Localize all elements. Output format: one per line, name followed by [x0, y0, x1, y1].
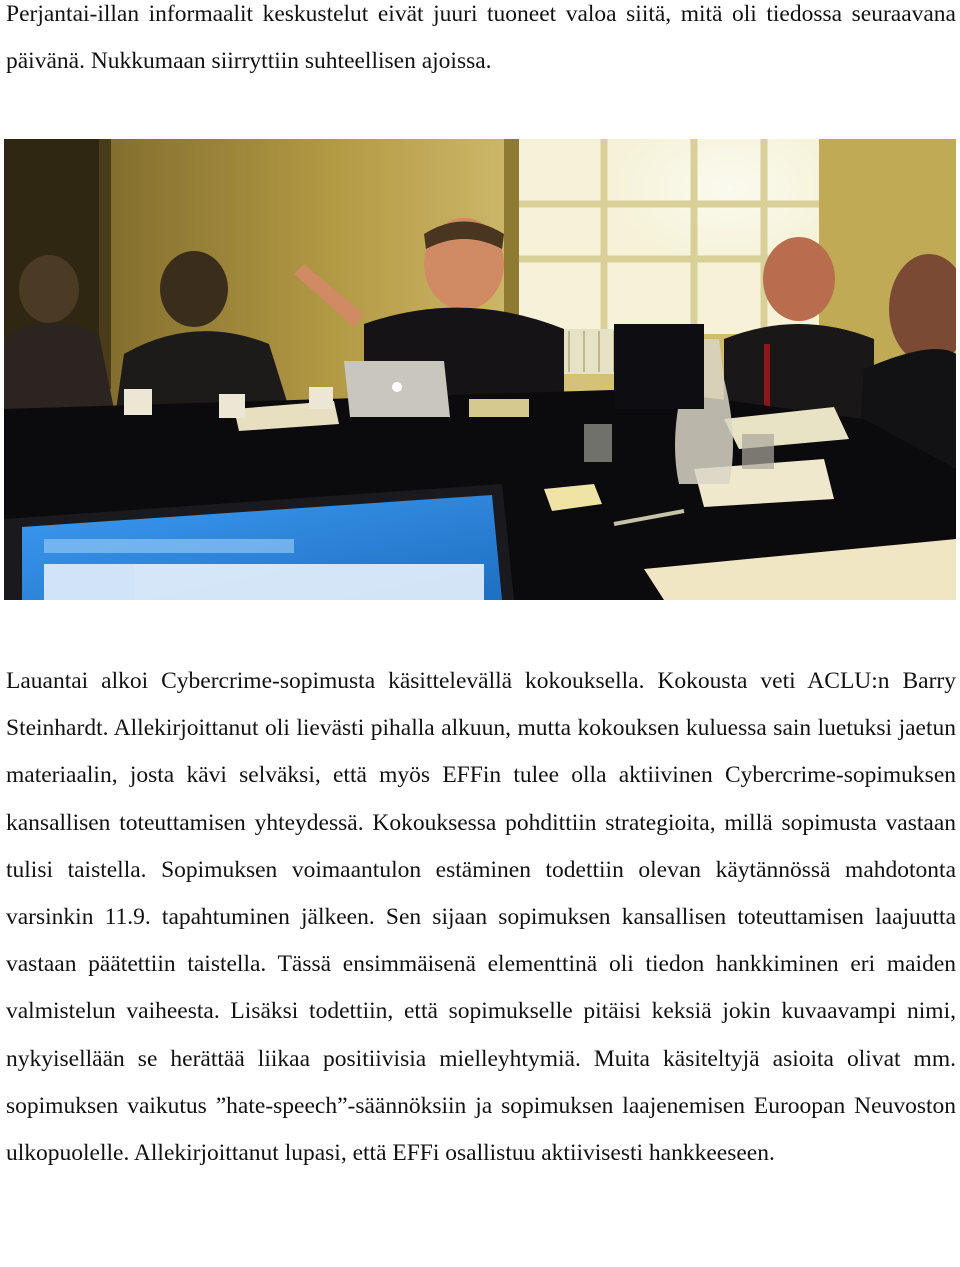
paragraph-intro: Perjantai-illan informaalit keskustelut eivät juuri tuoneet valoa siitä, mitä oli tiedossa seuraavana päivänä. Nukkumaan siirryttiin suhteellisen ajoissa. [6, 1, 956, 75]
paragraph-main: Lauantai alkoi Cybercrime-sopimusta käsittelevällä kokouksella. Kokousta veti ACLU:n Barry Steinhardt. Allekirjoittanut oli lievästi pihalla alkuun, mutta kokouksen kuluessa sain luetuksi jaetun materiaalin, josta kävi selväksi, että myös EFFin tulee olla aktiivinen Cybercrime-sopimuksen kansallisen toteuttamisen yhteydessä. Kokouksessa pohdittiin strategioita, millä sopimusta vastaan tulisi taistella. Sopimuksen voimaantulon estäminen todettiin olevan käytännössä mahdotonta varsinkin 11.9. tapahtuminen jälkeen. Sen sijaan sopimuksen kansallisen toteuttamisen laajuutta vastaan päätettiin taistella. Tässä ensimmäisenä elementtinä oli tiedon hankkiminen eri maiden valmistelun vaiheesta. Lisäksi todettiin, että sopimukselle pitäisi keksiä jokin kuvaavampi nimi, nykyisellään se herättää liikaa positiivisia mielleyhtymiä. Muita käsiteltyjä asioita olivat mm. sopimuksen vaikutus ”hate-speech”-säännöksiin ja sopimuksen laajenemisen Euroopan Neuvoston ulkopuolelle. Allekirjoittanut lupasi, että EFFi osallistuu aktiivisesti hankkeeseen. [6, 668, 956, 1167]
meeting-photo [4, 139, 956, 600]
